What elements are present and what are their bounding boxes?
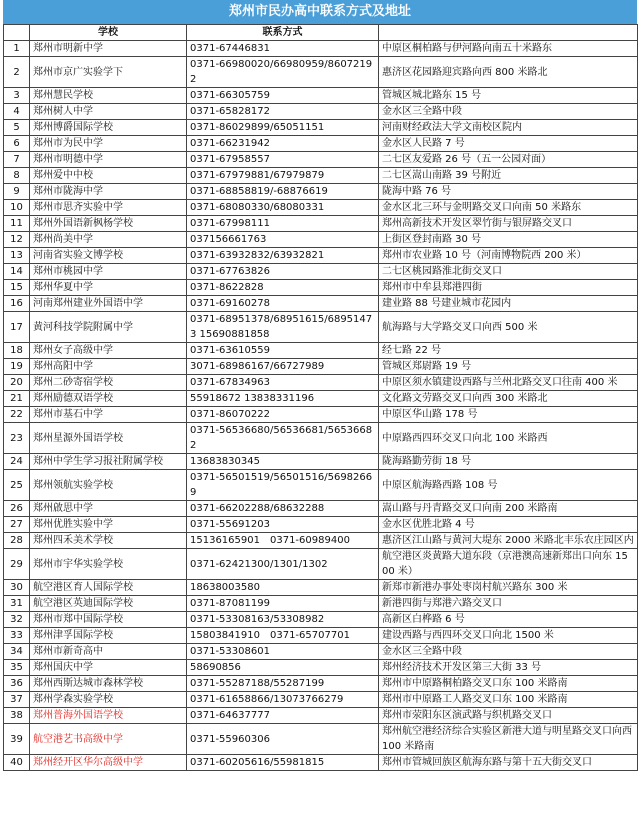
contact-info: 037156661763 (187, 232, 379, 248)
school-address: 经七路 22 号 (379, 343, 638, 359)
school-address: 惠济区花园路迎宾路向西 800 米路北 (379, 57, 638, 88)
row-number: 32 (4, 612, 30, 628)
table-row (4, 676, 638, 692)
school-name: 郑州市明新中学 (30, 41, 187, 57)
school-address: 郑州航空港经济综合实验区新港大道与明星路交叉口向西 100 米路南 (379, 724, 638, 755)
school-address: 惠济区江山路与黄河大堤东 2000 米路北丰乐农庄园区内 (379, 533, 638, 549)
school-address: 二七区友爱路 26 号（五一公园对面） (379, 152, 638, 168)
school-address: 新郑市新港办事处枣岗村航兴路东 300 米 (379, 580, 638, 596)
school-address: 文化路文劳路交叉口向西 300 米路北 (379, 391, 638, 407)
school-name: 郑州经开区华尔高级中学 (30, 755, 187, 771)
contact-info: 0371-67998111 (187, 216, 379, 232)
row-number: 30 (4, 580, 30, 596)
row-number: 37 (4, 692, 30, 708)
school-name: 郑州市郑中国际学校 (30, 612, 187, 628)
school-name: 河南省实验文博学校 (30, 248, 187, 264)
row-number: 3 (4, 88, 30, 104)
table-body (4, 41, 638, 771)
school-name: 郑州市新奇高中 (30, 644, 187, 660)
table-row (4, 644, 638, 660)
row-number: 34 (4, 644, 30, 660)
contact-info: 0371-67763826 (187, 264, 379, 280)
table-row (4, 596, 638, 612)
school-address: 郑州市中牟县郑港四街 (379, 280, 638, 296)
contact-info: 0371-62421300/1301/1302 (187, 549, 379, 580)
row-number: 1 (4, 41, 30, 57)
contact-info: 13683830345 (187, 454, 379, 470)
table-row (4, 501, 638, 517)
row-number: 29 (4, 549, 30, 580)
school-name: 航空港艺书高级中学 (30, 724, 187, 755)
row-number: 23 (4, 423, 30, 454)
row-number: 14 (4, 264, 30, 280)
page-title: 郑州市民办高中联系方式及地址 (3, 0, 637, 24)
contact-info: 0371-63932832/63932821 (187, 248, 379, 264)
school-address: 嵩山路与丹青路交叉口向南 200 米路南 (379, 501, 638, 517)
school-address: 高新区白桦路 6 号 (379, 612, 638, 628)
school-table (3, 24, 638, 771)
table-row (4, 549, 638, 580)
row-number: 12 (4, 232, 30, 248)
school-name: 郑州四禾美术学校 (30, 533, 187, 549)
row-number: 40 (4, 755, 30, 771)
row-number: 21 (4, 391, 30, 407)
table-row (4, 248, 638, 264)
row-number: 26 (4, 501, 30, 517)
table-row (4, 580, 638, 596)
school-address: 管城区郑尉路 19 号 (379, 359, 638, 375)
contact-info: 15136165901 0371-60989400 (187, 533, 379, 549)
table-row (4, 200, 638, 216)
contact-info: 0371-66231942 (187, 136, 379, 152)
table-row (4, 470, 638, 501)
school-name: 郑州华夏中学 (30, 280, 187, 296)
school-address: 建设西路与西四环交叉口向北 1500 米 (379, 628, 638, 644)
row-number: 7 (4, 152, 30, 168)
contact-info: 15803841910 0371-65707701 (187, 628, 379, 644)
contact-info: 0371-87081199 (187, 596, 379, 612)
table-row (4, 391, 638, 407)
school-name: 郑州博爵国际学校 (30, 120, 187, 136)
school-name: 郑州国庆中学 (30, 660, 187, 676)
school-address: 中原区须水镇建设西路与兰州北路交叉口往南 400 米 (379, 375, 638, 391)
row-number: 8 (4, 168, 30, 184)
contact-info: 0371-60205616/55981815 (187, 755, 379, 771)
school-address: 郑州市农业路 10 号（河南博物院西 200 米） (379, 248, 638, 264)
school-name: 郑州尚美中学 (30, 232, 187, 248)
school-address: 航海路与大学路交叉口向西 500 米 (379, 312, 638, 343)
row-number: 39 (4, 724, 30, 755)
table-row (4, 57, 638, 88)
contact-info: 0371-86029899/65051151 (187, 120, 379, 136)
table-row (4, 660, 638, 676)
school-address: 陇海中路 76 号 (379, 184, 638, 200)
table-row (4, 264, 638, 280)
table-row (4, 136, 638, 152)
table-row (4, 533, 638, 549)
header-school: 学校 (30, 25, 187, 41)
table-row (4, 152, 638, 168)
school-name: 郑州高阳中学 (30, 359, 187, 375)
contact-info: 0371-67958557 (187, 152, 379, 168)
row-number: 22 (4, 407, 30, 423)
contact-info: 55918672 13838331196 (187, 391, 379, 407)
table-row (4, 312, 638, 343)
contact-info: 3071-68986167/66727989 (187, 359, 379, 375)
table-row (4, 232, 638, 248)
row-number: 33 (4, 628, 30, 644)
contact-info: 0371-67834963 (187, 375, 379, 391)
table-row (4, 375, 638, 391)
table-row (4, 343, 638, 359)
table-row (4, 517, 638, 533)
school-address: 金水区人民路 7 号 (379, 136, 638, 152)
table-row (4, 168, 638, 184)
contact-info: 0371-66202288/68632288 (187, 501, 379, 517)
school-name: 黄河科技学院附属中学 (30, 312, 187, 343)
school-address: 郑州市中原路工人路交叉口东 100 米路南 (379, 692, 638, 708)
school-address: 中原区航海路西路 108 号 (379, 470, 638, 501)
row-number: 18 (4, 343, 30, 359)
school-name: 郑州西斯达城市森林学校 (30, 676, 187, 692)
school-name: 郑州市思齐实验中学 (30, 200, 187, 216)
school-name: 航空港区育人国际学校 (30, 580, 187, 596)
school-name: 河南郑州建业外国语中学 (30, 296, 187, 312)
school-name: 郑州二砂寄宿学校 (30, 375, 187, 391)
school-name: 郑州津孚国际学校 (30, 628, 187, 644)
table-row (4, 407, 638, 423)
table-row (4, 184, 638, 200)
table-row (4, 104, 638, 120)
row-number: 27 (4, 517, 30, 533)
school-address: 郑州市管城回族区航海东路与第十五大街交叉口 (379, 755, 638, 771)
school-name: 郑州市陇海中学 (30, 184, 187, 200)
contact-info: 0371-64637777 (187, 708, 379, 724)
row-number: 24 (4, 454, 30, 470)
school-address: 二七区嵩山南路 39 号附近 (379, 168, 638, 184)
row-number: 10 (4, 200, 30, 216)
school-name: 郑州优胜实验中学 (30, 517, 187, 533)
row-number: 36 (4, 676, 30, 692)
contact-info: 0371-86070222 (187, 407, 379, 423)
school-address: 管城区城北路东 15 号 (379, 88, 638, 104)
school-address: 航空港区炎黄路大道东段（京港澳高速新郑出口向东 1500 米） (379, 549, 638, 580)
row-number: 11 (4, 216, 30, 232)
table-row (4, 120, 638, 136)
table-row (4, 41, 638, 57)
table-row (4, 216, 638, 232)
school-name: 郑州普海外国语学校 (30, 708, 187, 724)
contact-info: 0371-69160278 (187, 296, 379, 312)
table-row (4, 454, 638, 470)
contact-info: 58690856 (187, 660, 379, 676)
contact-info: 0371-55287188/55287199 (187, 676, 379, 692)
school-name: 郑州中学生学习报社附属学校 (30, 454, 187, 470)
row-number: 31 (4, 596, 30, 612)
row-number: 2 (4, 57, 30, 88)
contact-info: 0371-63610559 (187, 343, 379, 359)
header-contact: 联系方式 (187, 25, 379, 41)
school-address: 金水区三全路中段 (379, 644, 638, 660)
row-number: 35 (4, 660, 30, 676)
row-number: 19 (4, 359, 30, 375)
contact-info: 0371-8622828 (187, 280, 379, 296)
row-number: 28 (4, 533, 30, 549)
school-address: 郑州市荥阳东区演武路与织机路交叉口 (379, 708, 638, 724)
row-number: 4 (4, 104, 30, 120)
table-row (4, 724, 638, 755)
row-number: 16 (4, 296, 30, 312)
table-row (4, 692, 638, 708)
header-no (4, 25, 30, 41)
school-name: 郑州啟思中学 (30, 501, 187, 517)
contact-info: 0371-53308163/53308982 (187, 612, 379, 628)
table-row (4, 755, 638, 771)
school-address: 郑州高新技术开发区翠竹街与银屏路交叉口 (379, 216, 638, 232)
table-row (4, 280, 638, 296)
row-number: 17 (4, 312, 30, 343)
school-address: 金水区北三环与金明路交叉口向南 50 米路东 (379, 200, 638, 216)
school-name: 郑州爱中中校 (30, 168, 187, 184)
table-row (4, 359, 638, 375)
school-address: 中原路西四环交叉口向北 100 米路西 (379, 423, 638, 454)
school-address: 二七区桃园路淮北街交叉口 (379, 264, 638, 280)
row-number: 9 (4, 184, 30, 200)
table-header-row (4, 25, 638, 41)
table-row (4, 296, 638, 312)
contact-info: 0371-67979881/67979879 (187, 168, 379, 184)
school-name: 郑州市宇华实验学校 (30, 549, 187, 580)
row-number: 25 (4, 470, 30, 501)
contact-info: 0371-68858819/-68876619 (187, 184, 379, 200)
school-name: 郑州市京广实验学下 (30, 57, 187, 88)
school-address: 河南财经政法大学文南校区院内 (379, 120, 638, 136)
table-row (4, 612, 638, 628)
contact-info: 0371-53308601 (187, 644, 379, 660)
school-name: 郑州学森实验学校 (30, 692, 187, 708)
school-address: 郑州市中原路桐柏路交叉口东 100 米路南 (379, 676, 638, 692)
school-address: 新港四街与郑港六路交叉口 (379, 596, 638, 612)
school-name: 航空港区英迪国际学校 (30, 596, 187, 612)
row-number: 5 (4, 120, 30, 136)
contact-info: 0371-65828172 (187, 104, 379, 120)
row-number: 6 (4, 136, 30, 152)
school-address: 上街区登封南路 30 号 (379, 232, 638, 248)
contact-info: 0371-67446831 (187, 41, 379, 57)
contact-info: 18638003580 (187, 580, 379, 596)
school-name: 郑州外国语新枫杨学校 (30, 216, 187, 232)
contact-info: 0371-66980020/66980959/86072192 (187, 57, 379, 88)
table-row (4, 708, 638, 724)
row-number: 38 (4, 708, 30, 724)
school-name: 郑州市桃园中学 (30, 264, 187, 280)
school-name: 郑州星源外国语学校 (30, 423, 187, 454)
table-row (4, 628, 638, 644)
contact-info: 0371-55691203 (187, 517, 379, 533)
contact-info: 0371-55960306 (187, 724, 379, 755)
school-address: 金水区三全路中段 (379, 104, 638, 120)
school-name: 郑州市明德中学 (30, 152, 187, 168)
school-name: 郑州慧民学校 (30, 88, 187, 104)
school-address: 陇海路勤劳街 18 号 (379, 454, 638, 470)
table-row (4, 423, 638, 454)
school-address: 郑州经济技术开发区第三大街 33 号 (379, 660, 638, 676)
school-address: 金水区优胜北路 4 号 (379, 517, 638, 533)
school-name: 郑州领航实验学校 (30, 470, 187, 501)
contact-info: 0371-66305759 (187, 88, 379, 104)
school-address: 建业路 88 号建业城市花园内 (379, 296, 638, 312)
school-name: 郑州市为民中学 (30, 136, 187, 152)
header-address (379, 25, 638, 41)
contact-info: 0371-56536680/56536681/56536682 (187, 423, 379, 454)
row-number: 15 (4, 280, 30, 296)
contact-info: 0371-56501519/56501516/56982669 (187, 470, 379, 501)
row-number: 13 (4, 248, 30, 264)
school-name: 郑州励德双语学校 (30, 391, 187, 407)
table-row (4, 88, 638, 104)
contact-info: 0371-68951378/68951615/68951473 15690881858 (187, 312, 379, 343)
school-address: 中原区桐柏路与伊河路向南五十米路东 (379, 41, 638, 57)
contact-info: 0371-68080330/68080331 (187, 200, 379, 216)
contact-info: 0371-61658866/13073766279 (187, 692, 379, 708)
school-address: 中原区华山路 178 号 (379, 407, 638, 423)
row-number: 20 (4, 375, 30, 391)
school-name: 郑州树人中学 (30, 104, 187, 120)
school-name: 郑州市基石中学 (30, 407, 187, 423)
school-name: 郑州女子高级中学 (30, 343, 187, 359)
